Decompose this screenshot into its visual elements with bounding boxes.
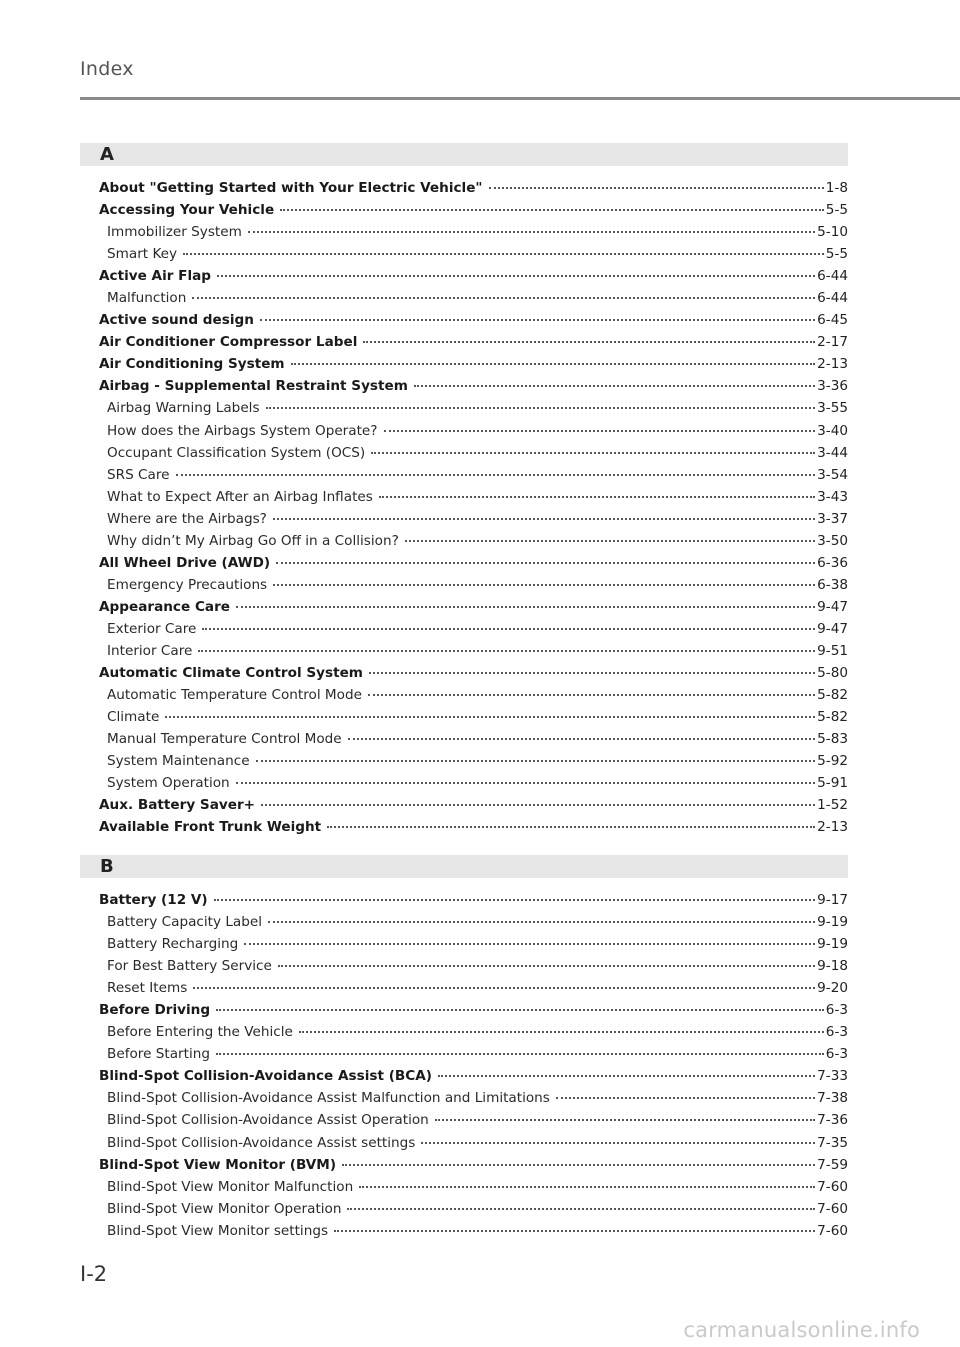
index-entry <box>99 265 848 287</box>
entry-label: Blind-Spot View Monitor Operation <box>107 1200 342 1217</box>
entry-page-ref: 7-60 <box>817 1200 848 1217</box>
index-entry <box>99 596 848 618</box>
dot-leader <box>405 530 815 542</box>
index-subentry <box>99 933 848 955</box>
entry-page-ref: 7-38 <box>817 1090 848 1107</box>
index-subentry <box>99 442 848 464</box>
index-entry <box>99 999 848 1021</box>
entry-page-ref: 6-36 <box>817 554 848 571</box>
entry-label: Accessing Your Vehicle <box>99 202 275 219</box>
index-entry <box>99 199 848 221</box>
dot-leader <box>248 221 815 233</box>
dot-leader <box>261 794 815 806</box>
dot-leader <box>379 486 815 498</box>
index-entry <box>99 1065 848 1087</box>
entry-page-ref: 5-91 <box>817 775 848 792</box>
entry-page-ref: 7-36 <box>817 1112 848 1129</box>
entry-label: System Maintenance <box>107 753 250 770</box>
dot-leader <box>368 684 815 696</box>
dot-leader <box>421 1132 815 1144</box>
section-letter-heading: A <box>80 143 848 166</box>
entry-page-ref: 5-82 <box>817 709 848 726</box>
entry-page-ref: 5-92 <box>817 753 848 770</box>
dot-leader <box>214 889 815 901</box>
index-entry <box>99 889 848 911</box>
dot-leader <box>371 442 815 454</box>
dot-leader <box>183 243 824 255</box>
index-section-b <box>80 855 848 1242</box>
entry-label: Interior Care <box>107 642 193 659</box>
entry-label: Blind-Spot View Monitor (BVM) <box>99 1156 337 1173</box>
index-entry <box>99 177 848 199</box>
entry-label: Blind-Spot Collision-Avoidance Assist Operation <box>107 1112 429 1129</box>
dot-leader <box>217 265 815 277</box>
page-header-title: Index <box>80 58 134 80</box>
index-entry <box>99 662 848 684</box>
index-subentry <box>99 1043 848 1065</box>
entry-page-ref: 9-47 <box>817 598 848 615</box>
entry-page-ref: 7-33 <box>817 1068 848 1085</box>
entry-page-ref: 7-35 <box>817 1134 848 1151</box>
entry-label: Battery Recharging <box>107 936 239 953</box>
index-subentry <box>99 1087 848 1109</box>
dot-leader <box>202 618 815 630</box>
entry-label: Blind-Spot Collision-Avoidance Assist settings <box>107 1134 416 1151</box>
section-letter-heading: B <box>80 855 848 878</box>
dot-leader <box>280 199 824 211</box>
page-number: I-2 <box>80 1262 108 1286</box>
dot-leader <box>273 574 815 586</box>
entry-label: Blind-Spot View Monitor Malfunction <box>107 1178 354 1195</box>
entry-label: Airbag Warning Labels <box>107 400 260 417</box>
index-subentry <box>99 397 848 419</box>
dot-leader <box>327 816 815 828</box>
dot-leader <box>278 955 815 967</box>
dot-leader <box>192 287 815 299</box>
entry-page-ref: 3-44 <box>817 444 848 461</box>
dot-leader <box>236 772 815 784</box>
index-entry <box>99 375 848 397</box>
index-subentry <box>99 1021 848 1043</box>
dot-leader <box>193 977 815 989</box>
entry-label: Available Front Trunk Weight <box>99 819 322 836</box>
entry-page-ref: 5-80 <box>817 665 848 682</box>
dot-leader <box>556 1087 815 1099</box>
index-entry <box>99 794 848 816</box>
index-entry-list <box>80 889 848 1242</box>
entry-label: Automatic Temperature Control Mode <box>107 687 362 704</box>
index-entry <box>99 1154 848 1176</box>
index-subentry <box>99 750 848 772</box>
entry-label: Before Driving <box>99 1002 211 1019</box>
entry-page-ref: 5-10 <box>817 224 848 241</box>
entry-label: Blind-Spot Collision-Avoidance Assist (BCA) <box>99 1068 432 1085</box>
entry-label: Air Conditioner Compressor Label <box>99 334 358 351</box>
entry-page-ref: 5-5 <box>825 202 848 219</box>
entry-label: Why didn’t My Airbag Go Off in a Collision? <box>107 532 399 549</box>
index-entry <box>99 331 848 353</box>
entry-label: Blind-Spot Collision-Avoidance Assist Malfunction and Limitations <box>107 1090 550 1107</box>
entry-label: Before Starting <box>107 1046 210 1063</box>
entry-page-ref: 9-51 <box>817 642 848 659</box>
entry-page-ref: 6-44 <box>817 268 848 285</box>
entry-page-ref: 9-19 <box>817 914 848 931</box>
entry-label: Battery Capacity Label <box>107 914 263 931</box>
index-subentry <box>99 287 848 309</box>
entry-label: Where are the Airbags? <box>107 510 267 527</box>
entry-page-ref: 7-60 <box>817 1178 848 1195</box>
entry-page-ref: 5-5 <box>825 246 848 263</box>
index-subentry <box>99 574 848 596</box>
entry-page-ref: 9-19 <box>817 936 848 953</box>
dot-leader <box>342 1154 815 1166</box>
entry-page-ref: 2-17 <box>817 334 848 351</box>
index-entry-list <box>80 177 848 838</box>
dot-leader <box>359 1176 815 1188</box>
entry-label: Aux. Battery Saver+ <box>99 797 256 814</box>
index-entry <box>99 353 848 375</box>
entry-label: What to Expect After an Airbag Inflates <box>107 488 373 505</box>
dot-leader <box>348 728 815 740</box>
entry-label: Active sound design <box>99 312 254 329</box>
dot-leader <box>165 706 815 718</box>
entry-label: Malfunction <box>107 290 187 307</box>
header-divider <box>80 97 960 100</box>
dot-leader <box>216 1043 824 1055</box>
index-subentry <box>99 618 848 640</box>
dot-leader <box>256 750 816 762</box>
entry-page-ref: 3-54 <box>817 466 848 483</box>
entry-page-ref: 6-3 <box>825 1046 848 1063</box>
entry-page-ref: 6-3 <box>825 1024 848 1041</box>
index-subentry <box>99 640 848 662</box>
dot-leader <box>291 353 816 365</box>
entry-page-ref: 9-20 <box>817 980 848 997</box>
entry-page-ref: 3-37 <box>817 510 848 527</box>
index-subentry <box>99 977 848 999</box>
entry-page-ref: 2-13 <box>817 819 848 836</box>
entry-label: About "Getting Started with Your Electric Vehicle" <box>99 180 483 196</box>
index-subentry <box>99 1132 848 1154</box>
entry-page-ref: 7-59 <box>817 1156 848 1173</box>
dot-leader <box>176 464 816 476</box>
entry-label: Reset Items <box>107 980 188 997</box>
entry-page-ref: 9-17 <box>817 892 848 908</box>
index-entry <box>99 816 848 838</box>
dot-leader <box>236 596 815 608</box>
entry-label: Climate <box>107 709 160 726</box>
entry-label: Occupant Classification System (OCS) <box>107 444 366 461</box>
dot-leader <box>260 309 815 321</box>
index-subentry <box>99 221 848 243</box>
entry-label: Smart Key <box>107 246 178 263</box>
index-subentry <box>99 911 848 933</box>
entry-page-ref: 3-50 <box>817 532 848 549</box>
dot-leader <box>435 1109 815 1121</box>
entry-label: Battery (12 V) <box>99 892 208 908</box>
index-section-a <box>80 143 848 838</box>
dot-leader <box>414 375 815 387</box>
index-subentry <box>99 243 848 265</box>
index-entry <box>99 309 848 331</box>
entry-label: Airbag - Supplemental Restraint System <box>99 378 408 395</box>
dot-leader <box>299 1021 824 1033</box>
index-subentry <box>99 1220 848 1242</box>
entry-label: Immobilizer System <box>107 224 242 241</box>
watermark-text: carmanualsonline.info <box>683 1318 920 1342</box>
index-subentry <box>99 530 848 552</box>
entry-label: Blind-Spot View Monitor settings <box>107 1222 329 1239</box>
dot-leader <box>384 420 816 432</box>
dot-leader <box>369 662 815 674</box>
dot-leader <box>276 552 815 564</box>
entry-page-ref: 1-52 <box>817 797 848 814</box>
entry-label: Air Conditioning System <box>99 356 285 373</box>
entry-page-ref: 2-13 <box>817 356 848 373</box>
index-subentry <box>99 420 848 442</box>
entry-label: Appearance Care <box>99 598 231 615</box>
dot-leader <box>334 1220 815 1232</box>
index-subentry <box>99 1109 848 1131</box>
index-subentry <box>99 508 848 530</box>
entry-page-ref: 7-60 <box>817 1222 848 1239</box>
index-subentry <box>99 464 848 486</box>
entry-label: For Best Battery Service <box>107 958 272 975</box>
index-subentry <box>99 728 848 750</box>
dot-leader <box>198 640 815 652</box>
entry-page-ref: 6-3 <box>825 1002 848 1019</box>
entry-page-ref: 9-18 <box>817 958 848 975</box>
entry-label: Active Air Flap <box>99 268 212 285</box>
index-subentry <box>99 772 848 794</box>
index-entry <box>99 552 848 574</box>
entry-page-ref: 3-43 <box>817 488 848 505</box>
entry-page-ref: 3-40 <box>817 422 848 439</box>
dot-leader <box>273 508 815 520</box>
entry-page-ref: 6-38 <box>817 576 848 593</box>
dot-leader <box>268 911 815 923</box>
index-subentry <box>99 955 848 977</box>
entry-label: System Operation <box>107 775 230 792</box>
dot-leader <box>266 397 816 409</box>
entry-page-ref: 5-82 <box>817 687 848 704</box>
dot-leader <box>363 331 815 343</box>
dot-leader <box>347 1198 815 1210</box>
entry-page-ref: 6-45 <box>817 312 848 329</box>
index-subentry <box>99 1176 848 1198</box>
entry-label: Before Entering the Vehicle <box>107 1024 293 1041</box>
dot-leader <box>438 1065 815 1077</box>
index-subentry <box>99 486 848 508</box>
entry-page-ref: 5-83 <box>817 731 848 748</box>
entry-label: SRS Care <box>107 466 170 483</box>
entry-label: All Wheel Drive (AWD) <box>99 554 271 571</box>
dot-leader <box>216 999 824 1011</box>
entry-page-ref: 3-36 <box>817 378 848 395</box>
entry-page-ref: 6-44 <box>817 290 848 307</box>
entry-page-ref: 3-55 <box>817 400 848 417</box>
entry-label: Exterior Care <box>107 620 197 637</box>
dot-leader <box>489 177 824 189</box>
entry-page-ref: 1-8 <box>825 180 848 196</box>
index-subentry <box>99 706 848 728</box>
index-subentry <box>99 1198 848 1220</box>
entry-label: How does the Airbags System Operate? <box>107 422 378 439</box>
entry-page-ref: 9-47 <box>817 620 848 637</box>
entry-label: Emergency Precautions <box>107 576 268 593</box>
index-subentry <box>99 684 848 706</box>
entry-label: Manual Temperature Control Mode <box>107 731 342 748</box>
entry-label: Automatic Climate Control System <box>99 665 363 682</box>
dot-leader <box>244 933 815 945</box>
